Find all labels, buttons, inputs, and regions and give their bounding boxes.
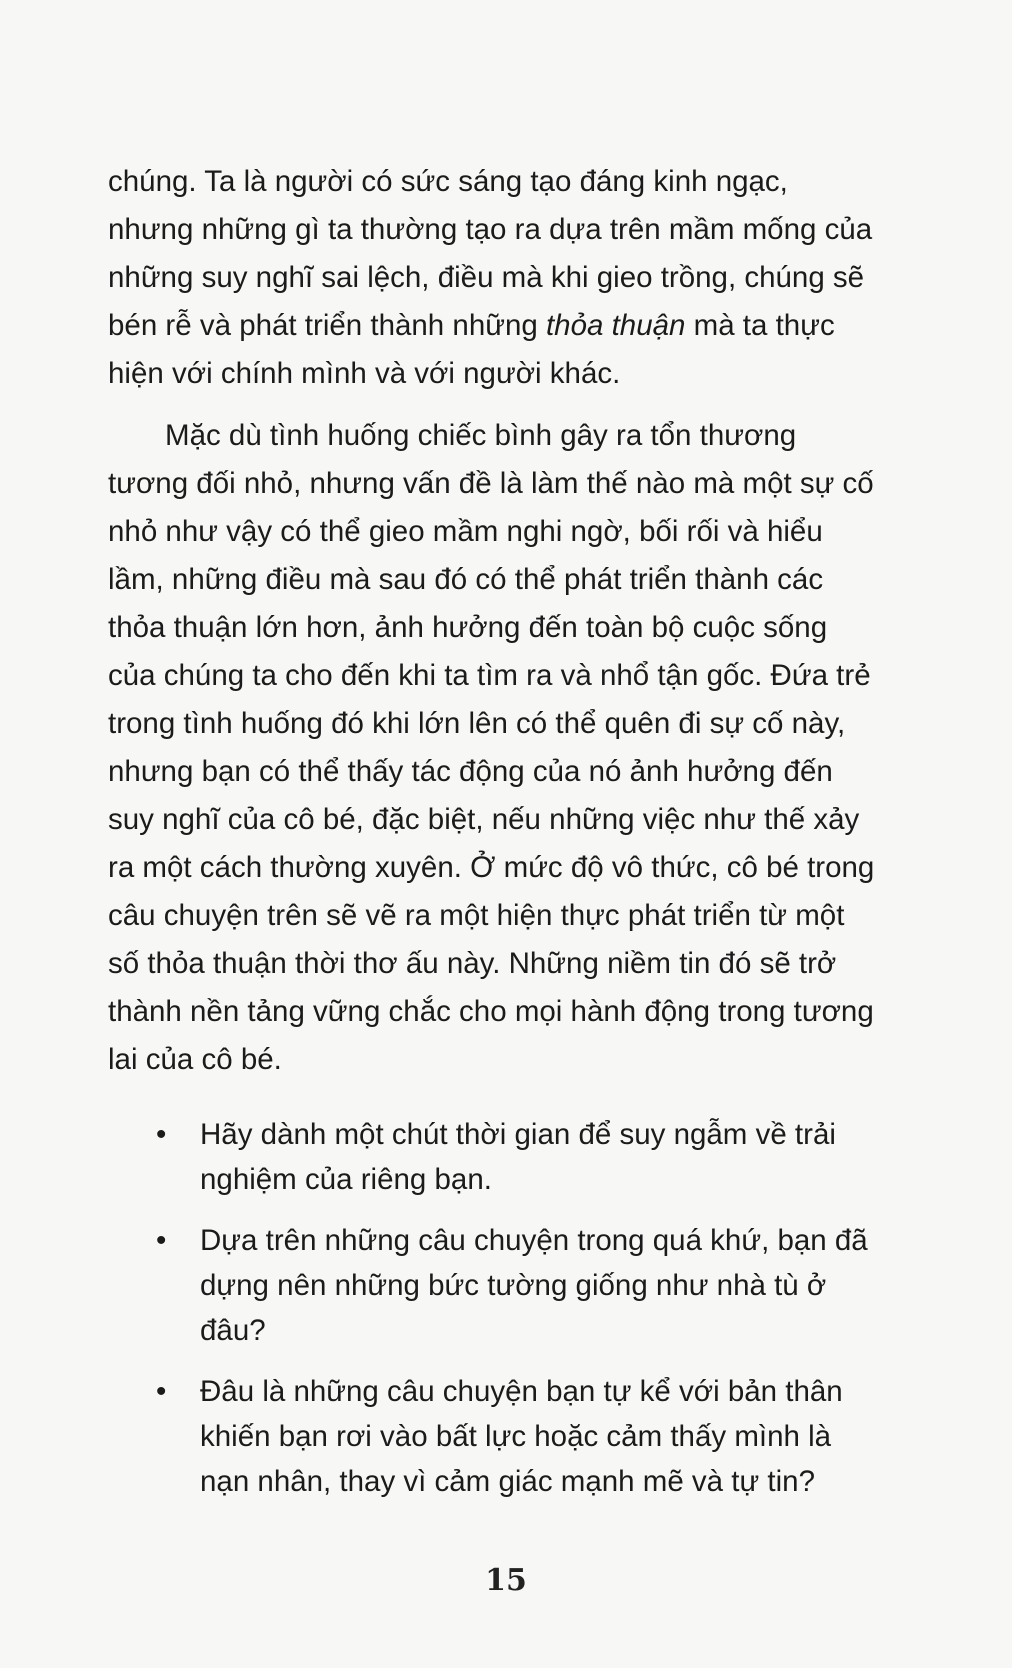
page-number: 15: [485, 1563, 527, 1598]
paragraph-2: Mặc dù tình huống chiếc bình gây ra tổn thương tương đối nhỏ, nhưng vấn đề là làm thế nào mà một sự cố nhỏ như vậy có thể gieo mầm nghi ngờ, bối rối và hiểu lầm, những điều mà sau đó có thể phát triển thành các thỏa thuận lớn hơn, ảnh hưởng đến toàn bộ cuộc sống của chúng ta cho đến khi ta tìm ra và nhổ tận gốc. Đứa trẻ trong tình huống đó khi lớn lên có thể quên đi sự cố này, nhưng bạn có thể thấy tác động của nó ảnh hưởng đến suy nghĩ của cô bé, đặc biệt, nếu những việc như thế xảy ra một cách thường xuyên. Ở mức độ vô thức, cô bé trong câu chuyện trên sẽ vẽ ra một hiện thực phát triển từ một số thỏa thuận thời thơ ấu này. Những niềm tin đó sẽ trở thành nền tảng vững chắc cho mọi hành động trong tương lai của cô bé.: [108, 419, 875, 1076]
emphasis-term: thỏa thuận: [545, 309, 686, 342]
paragraph-1-start: chúng. Ta là người có sức sáng tạo đáng kinh ngạc, nhưng những gì ta thường tạo ra dựa trên mầm mống của những suy nghĩ sai lệch, điều mà khi gieo trồng, chúng sẽ bén rễ và phát triển thành những: [108, 165, 873, 342]
page-content: [108, 158, 878, 1520]
list-item: • Dựa trên những câu chuyện trong quá khứ, bạn đã dựng nên những bức tường giống như nhà tù ở đâu?: [108, 1218, 878, 1353]
list-item: • Hãy dành một chút thời gian để suy ngẫm về trải nghiệm của riêng bạn.: [108, 1112, 878, 1202]
list-item: • Đâu là những câu chuyện bạn tự kể với bản thân khiến bạn rơi vào bất lực hoặc cảm thấy mình là nạn nhân, thay vì cảm giác mạnh mẽ và tự tin?: [108, 1369, 878, 1504]
reflection-list: [108, 1112, 878, 1504]
paragraph-1-end: mà ta thực hiện với chính mình và với người khác.: [108, 309, 835, 390]
paragraph-1: [108, 158, 878, 398]
